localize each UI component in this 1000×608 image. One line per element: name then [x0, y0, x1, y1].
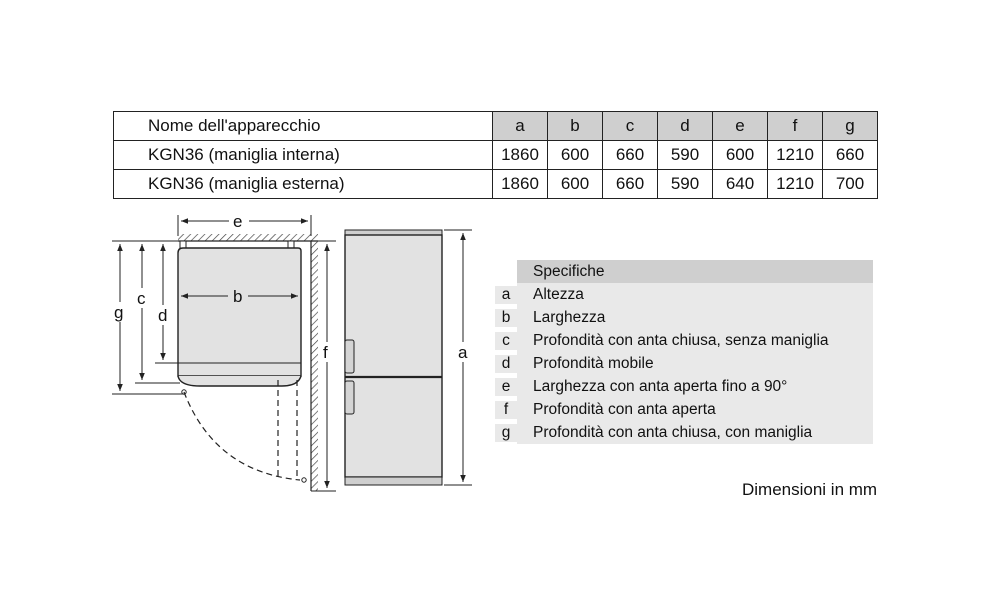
list-item [495, 283, 873, 306]
dim-b-label: b [233, 287, 243, 306]
lower-handle [345, 381, 354, 414]
top-view [112, 212, 336, 491]
legend-text: Profondità con anta chiusa, con maniglia [517, 421, 873, 444]
value-c: 660 [603, 170, 658, 199]
value-a: 1860 [493, 170, 548, 199]
legend-letter: g [495, 424, 517, 442]
value-e: 600 [713, 141, 768, 170]
col-header-b: b [548, 112, 603, 141]
model-name: KGN36 (maniglia interna) [114, 141, 493, 170]
list-item [495, 421, 873, 444]
legend-letter: d [495, 355, 517, 373]
spacer-left [180, 241, 186, 248]
legend-text: Altezza [517, 283, 873, 306]
legend-text: Profondità con anta chiusa, senza maniglia [517, 329, 873, 352]
value-g: 660 [823, 141, 878, 170]
units-note: Dimensioni in mm [742, 480, 878, 499]
value-g: 700 [823, 170, 878, 199]
cabinet-body [178, 248, 301, 376]
col-header-d: d [658, 112, 713, 141]
legend-letter: c [495, 332, 517, 350]
dim-e-label: e [233, 212, 243, 231]
model-name: KGN36 (maniglia esterna) [114, 170, 493, 199]
dim-a-label: a [458, 343, 468, 362]
dim-c-label: c [137, 289, 146, 308]
value-d: 590 [658, 141, 713, 170]
spacer-right [288, 241, 294, 248]
value-d: 590 [658, 170, 713, 199]
list-item [495, 329, 873, 352]
list-item [495, 375, 873, 398]
value-f: 1210 [768, 170, 823, 199]
legend-text: Larghezza [517, 306, 873, 329]
legend-text: Larghezza con anta aperta fino a 90° [517, 375, 873, 398]
col-header-e: e [713, 112, 768, 141]
list-item [495, 398, 873, 421]
legend-letter: f [495, 401, 517, 419]
legend-letter: a [495, 286, 517, 304]
dim-f-label: f [323, 343, 328, 362]
wall-right-hatch [311, 241, 318, 491]
legend-header [495, 260, 873, 283]
fridge-top-cap [345, 230, 442, 235]
value-e: 640 [713, 170, 768, 199]
hinge-right [302, 478, 306, 482]
upper-handle [345, 340, 354, 373]
list-item [495, 306, 873, 329]
list-item [495, 352, 873, 375]
value-c: 660 [603, 141, 658, 170]
fridge-body [345, 235, 442, 477]
dim-d-label: d [158, 306, 168, 325]
legend-letter: e [495, 378, 517, 396]
specifications-legend [495, 260, 873, 444]
value-b: 600 [548, 170, 603, 199]
legend-text: Profondità mobile [517, 352, 873, 375]
col-header-g: g [823, 112, 878, 141]
door-swing-arc [184, 392, 300, 480]
door-open [278, 380, 297, 476]
side-view [345, 230, 472, 485]
legend-header-text: Specifiche [517, 260, 873, 283]
value-b: 600 [548, 141, 603, 170]
value-f: 1210 [768, 141, 823, 170]
model-header: Nome dell'apparecchio [114, 112, 493, 141]
dim-g-label: g [114, 303, 124, 322]
value-a: 1860 [493, 141, 548, 170]
fridge-base [345, 477, 442, 485]
col-header-c: c [603, 112, 658, 141]
door-closed [178, 376, 301, 386]
wall-top-hatch [178, 234, 318, 241]
legend-text: Profondità con anta aperta [517, 398, 873, 421]
legend-letter: b [495, 309, 517, 327]
col-header-f: f [768, 112, 823, 141]
col-header-a: a [493, 112, 548, 141]
